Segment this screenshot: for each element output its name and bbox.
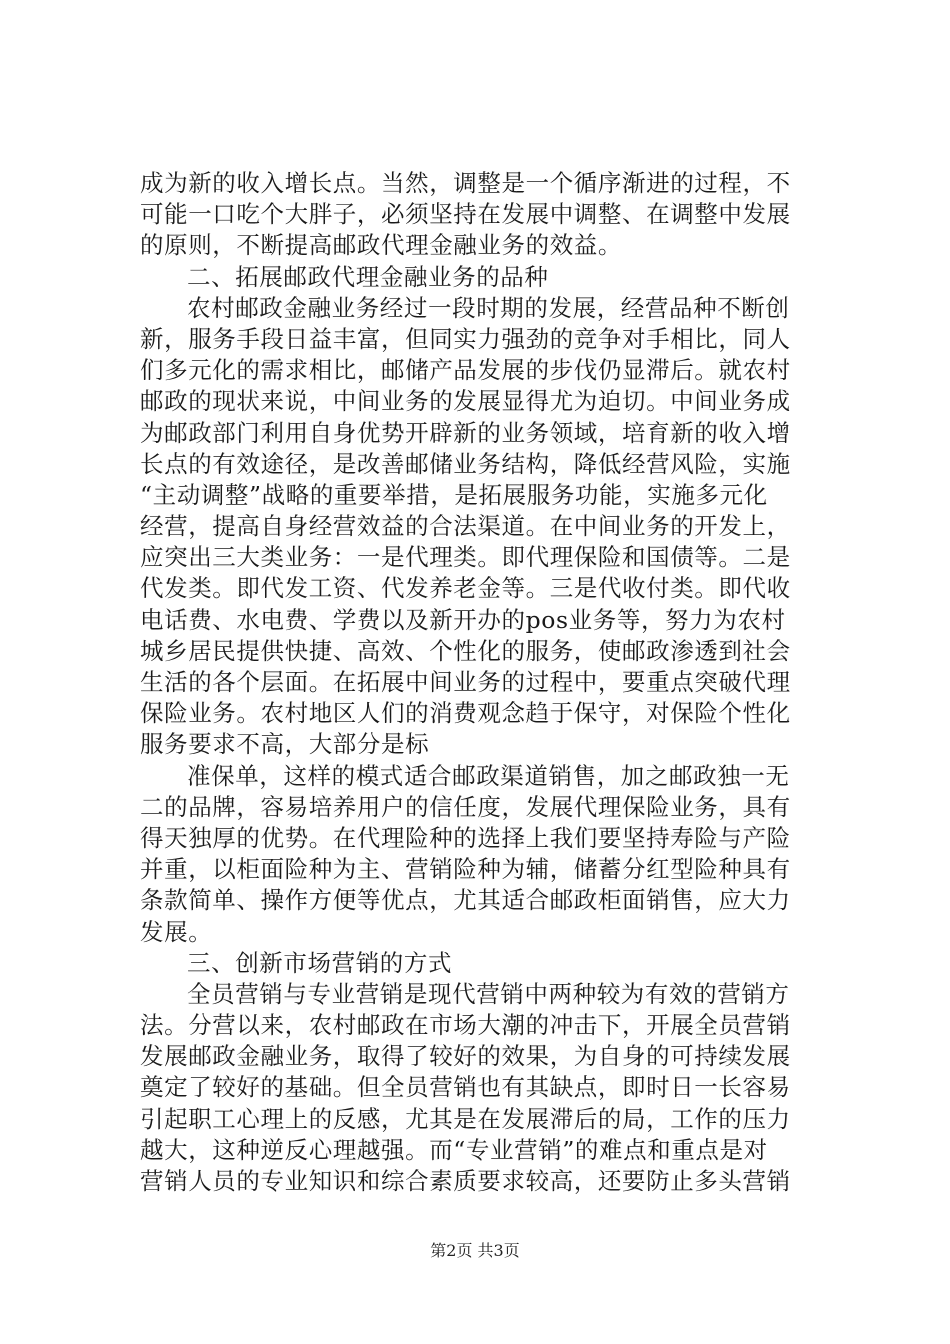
- text-line: 成为新的收入增长点。当然，调整是一个循序渐进的过程，不: [140, 169, 791, 197]
- text-line: 条款简单、操作方便等优点，尤其适合邮政柜面销售，应大力: [140, 886, 791, 915]
- text-line: 并重，以柜面险种为主、营销险种为辅，储蓄分红型险种具有: [140, 855, 791, 884]
- text-line: 三、创新市场营销的方式: [187, 948, 453, 977]
- text-line: 二、拓展邮政代理金融业务的品种: [187, 262, 549, 291]
- text-line: 得天独厚的优势。在代理险种的选择上我们要坚持寿险与产险: [140, 823, 791, 852]
- text-line: 营销人员的专业知识和综合素质要求较高，还要防止多头营销: [140, 1167, 791, 1195]
- text-line: 代发类。即代发工资、代发养老金等。三是代收付类。即代收: [140, 574, 791, 603]
- text-line: 二的品牌，容易培养用户的信任度，发展代理保险业务，具有: [140, 792, 791, 821]
- section-heading: [140, 948, 830, 979]
- text-line: “主动调整”战略的重要举措，是拓展服务功能，实施多元化: [140, 480, 768, 509]
- text-line: 可能一口吃个大胖子，必须坚持在发展中调整、在调整中发展: [140, 200, 791, 229]
- text-line: 发展邮政金融业务，取得了较好的效果，为自身的可持续发展: [140, 1042, 791, 1071]
- text-line: 生活的各个层面。在拓展中间业务的过程中，要重点突破代理: [140, 668, 791, 696]
- document-body: [140, 168, 830, 1197]
- text-line: 应突出三大类业务：一是代理类。即代理保险和国债等。二是: [140, 543, 791, 572]
- text-line: 全员营销与专业营销是现代营销中两种较为有效的营销方: [187, 979, 790, 1008]
- text-line: 服务要求不高，大部分是标: [140, 730, 430, 759]
- text-line: 准保单，这样的模式适合邮政渠道销售，加之邮政独一无: [187, 761, 790, 790]
- text-line: 发展。: [140, 917, 213, 946]
- text-line: 邮政的现状来说，中间业务的发展显得尤为迫切。中间业务成: [140, 387, 791, 416]
- text-line: 新，服务手段日益丰富，但同实力强劲的竞争对手相比，同人: [140, 324, 791, 353]
- text-line: 的原则，不断提高邮政代理金融业务的效益。: [140, 231, 622, 260]
- text-line: 越大，这种逆反心理越强。而“专业营销”的难点和重点是对: [140, 1135, 768, 1164]
- text-line: 经营，提高自身经营效益的合法渠道。在中间业务的开发上，: [140, 512, 791, 541]
- text-line: 引起职工心理上的反感，尤其是在发展滞后的局，工作的压力: [140, 1104, 791, 1133]
- text-line: 长点的有效途径，是改善邮储业务结构，降低经营风险，实施: [140, 449, 791, 478]
- page-number-footer: 第2页 共3页: [430, 1241, 520, 1260]
- text-line: 们多元化的需求相比，邮储产品发展的步伐仍显滞后。就农村: [140, 356, 791, 385]
- text-line: 城乡居民提供快捷、高效、个性化的服务，使邮政渗透到社会: [140, 636, 791, 665]
- text-line: 奠定了较好的基础。但全员营销也有其缺点，即时日一长容易: [140, 1073, 791, 1102]
- text-line: 法。分营以来，农村邮政在市场大潮的冲击下，开展全员营销: [140, 1011, 791, 1040]
- paragraph: [140, 293, 830, 761]
- text-line: 农村邮政金融业务经过一段时期的发展，经营品种不断创: [187, 293, 790, 322]
- paragraph: [140, 168, 830, 262]
- paragraph: [140, 761, 830, 948]
- text-line: 电话费、水电费、学费以及新开办的pos业务等，努力为农村: [140, 605, 786, 634]
- text-line: 为邮政部门利用自身优势开辟新的业务领域，培育新的收入增: [140, 418, 791, 447]
- text-line: 保险业务。农村地区人们的消费观念趋于保守，对保险个性化: [140, 699, 791, 728]
- section-heading: [140, 262, 830, 293]
- paragraph: [140, 979, 830, 1197]
